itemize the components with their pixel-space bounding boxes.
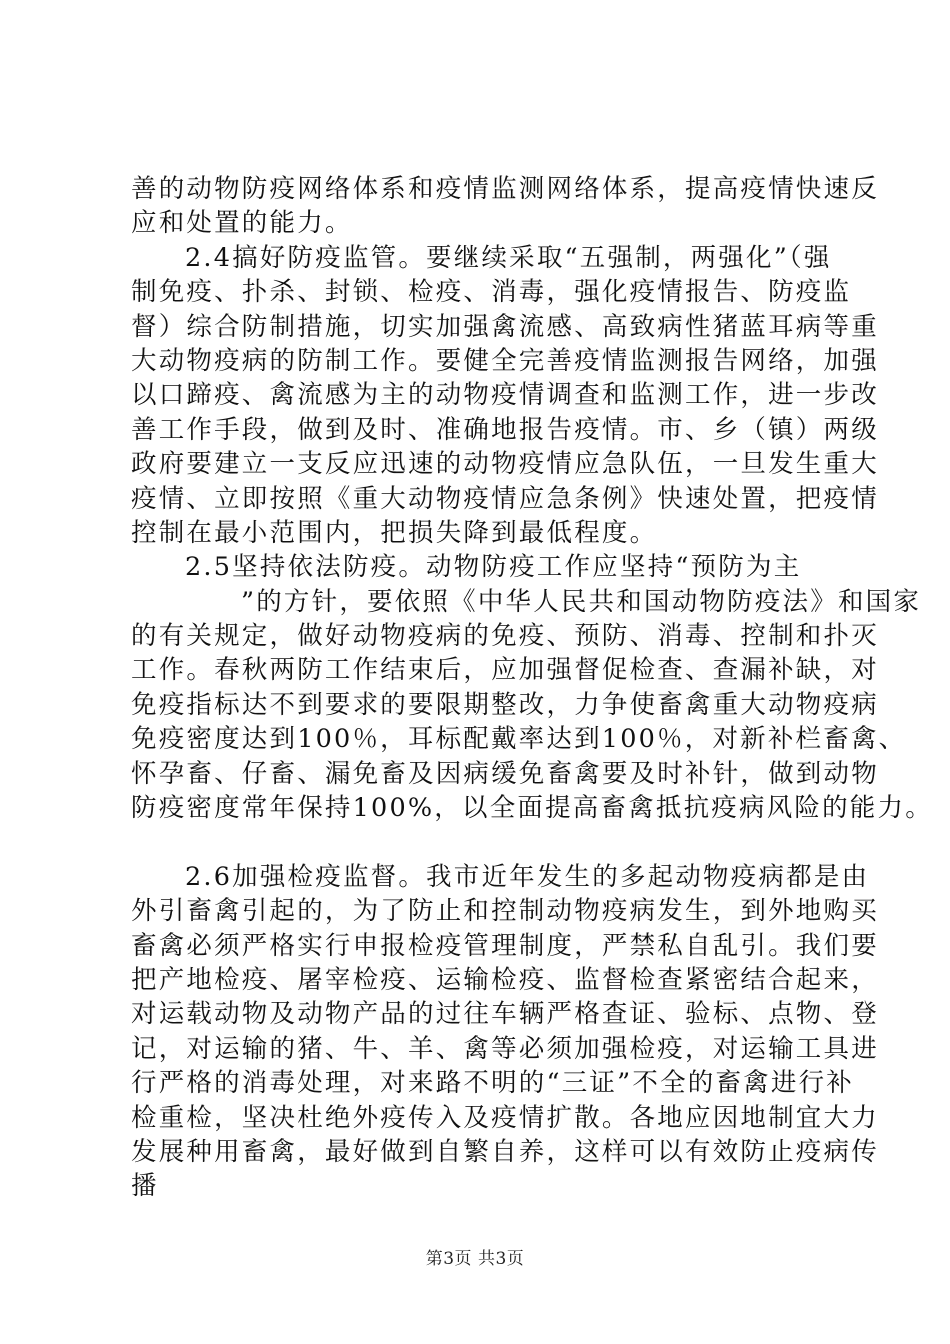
text-line: 大动物疫病的防制工作。要健全完善疫情监测报告网络，加强 (131, 345, 879, 376)
text-line: 应和处置的能力。 (131, 208, 353, 239)
text-line: 以口蹄疫、禽流感为主的动物疫情调查和监测工作，进一步改 (131, 380, 879, 411)
text-line: 检重检，坚决杜绝外疫传入及疫情扩散。各地应因地制宜大力 (131, 1102, 879, 1133)
page-number-footer: 第3页 共3页 (425, 1249, 525, 1269)
text-line: 把产地检疫、屠宰检疫、运输检疫、监督检查紧密结合起来， (131, 964, 879, 995)
text-line: 疫情、立即按照《重大动物疫情应急条例》快速处置，把疫情 (131, 483, 879, 514)
text-line: 免疫密度达到100％，耳标配戴率达到100％，对新补栏畜禽、 (131, 724, 907, 755)
section-heading-line: 2.6加强检疫监督。我市近年发生的多起动物疫病都是由 (185, 861, 870, 892)
paragraph-section-2-4 (131, 241, 879, 551)
text-line: 善工作手段，做到及时、准确地报告疫情。市、乡（镇）两级 (131, 414, 879, 445)
text-line: 畜禽必须严格实行申报检疫管理制度，严禁私自乱引。我们要 (131, 930, 879, 961)
text-line: 政府要建立一支反应迅速的动物疫情应急队伍，一旦发生重大 (131, 449, 879, 480)
text-line: 播 (131, 1171, 159, 1202)
section-heading-line: 2.5坚持依法防疫。动物防疫工作应坚持“预防为主 (185, 552, 802, 583)
text-line: 记，对运输的猪、牛、羊、禽等必须加强检疫，对运输工具进 (131, 1033, 879, 1064)
text-line: 免疫指标达不到要求的要限期整改，力争使畜禽重大动物疫病 (131, 689, 879, 720)
text-line: 的有关规定，做好动物疫病的免疫、预防、消毒、控制和扑灭 (131, 621, 879, 652)
text-line: 行严格的消毒处理，对来路不明的“三证”不全的畜禽进行补 (131, 1068, 854, 1099)
section-heading-line: 2.4搞好防疫监管。要继续采取“五强制，两强化”（强 (185, 242, 832, 273)
text-line: 制免疫、扑杀、封锁、检疫、消毒，强化疫情报告、防疫监 (131, 277, 852, 308)
text-line: 外引畜禽引起的，为了防止和控制动物疫病发生，到外地购买 (131, 896, 879, 927)
text-line: 善的动物防疫网络体系和疫情监测网络体系，提高疫情快速反 (131, 174, 879, 204)
text-line: 控制在最小范围内，把损失降到最低程度。 (131, 517, 658, 548)
text-line: 对运载动物及动物产品的过往车辆严格查证、验标、点物、登 (131, 999, 879, 1030)
text-line: 防疫密度常年保持100%，以全面提高畜禽抵抗疫病风险的能力。 (131, 793, 933, 824)
text-line: ”的方针，要依照《中华人民共和国动物防疫法》和国家 (241, 586, 922, 617)
paragraph-intro-tail (131, 172, 879, 241)
text-line: 督）综合防制措施，切实加强禽流感、高致病性猪蓝耳病等重 (131, 311, 879, 342)
document-body (131, 172, 933, 1204)
text-line: 发展种用畜禽，最好做到自繁自养，这样可以有效防止疫病传 (131, 1136, 879, 1167)
text-line: 工作。春秋两防工作结束后，应加强督促检查、查漏补缺，对 (131, 655, 879, 686)
paragraph-section-2-5 (131, 550, 933, 825)
paragraph-section-2-6 (131, 860, 879, 1204)
text-line: 怀孕畜、仔畜、漏免畜及因病缓免畜禽要及时补针，做到动物 (131, 758, 879, 789)
paragraph-spacer (131, 825, 831, 859)
